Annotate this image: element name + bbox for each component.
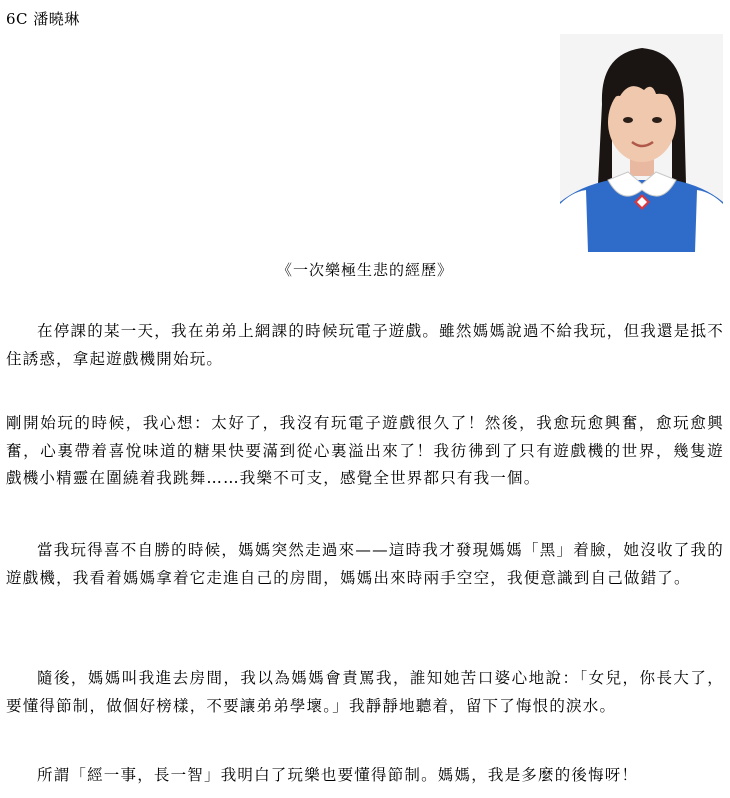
author-name: 6C 潘曉琳 [6, 10, 80, 28]
paragraph-3: 當我玩得喜不自勝的時候，媽媽突然走過來——這時我才發現媽媽「黑」着臉，她沒收了我的遊戲機，我看着媽媽拿着它走進自己的房間，媽媽出來時兩手空空，我便意識到自己做錯了。 [6, 541, 724, 587]
paragraph-4: 隨後，媽媽叫我進去房間，我以為媽媽會責罵我，誰知她苦口婆心地說：「女兒，你長大了，要懂得節制，做個好榜樣，不要讓弟弟學壞。」我靜靜地聽着，留下了悔恨的淚水。 [6, 669, 724, 715]
essay-title: 《一次樂極生悲的經歷》 [276, 261, 453, 279]
paragraph-2: 剛開始玩的時候，我心想：太好了，我沒有玩電子遊戲很久了！然後，我愈玩愈興奮，愈玩愈興奮，心裏帶着喜悅味道的糖果快要滿到從心裏溢出來了！我彷彿到了只有遊戲機的世界，幾隻遊戲機小精靈在圍繞着我跳舞……我樂不可支，感覺全世界都只有我一個。 [6, 414, 724, 487]
paragraph-1: 在停課的某一天，我在弟弟上網課的時候玩電子遊戲。雖然媽媽說過不給我玩，但我還是抵不住誘惑，拿起遊戲機開始玩。 [6, 322, 724, 368]
paragraph-5: 所謂「經一事，長一智」我明白了玩樂也要懂得節制。媽媽，我是多麼的後悔呀！ [37, 766, 639, 784]
student-photo [560, 34, 723, 252]
